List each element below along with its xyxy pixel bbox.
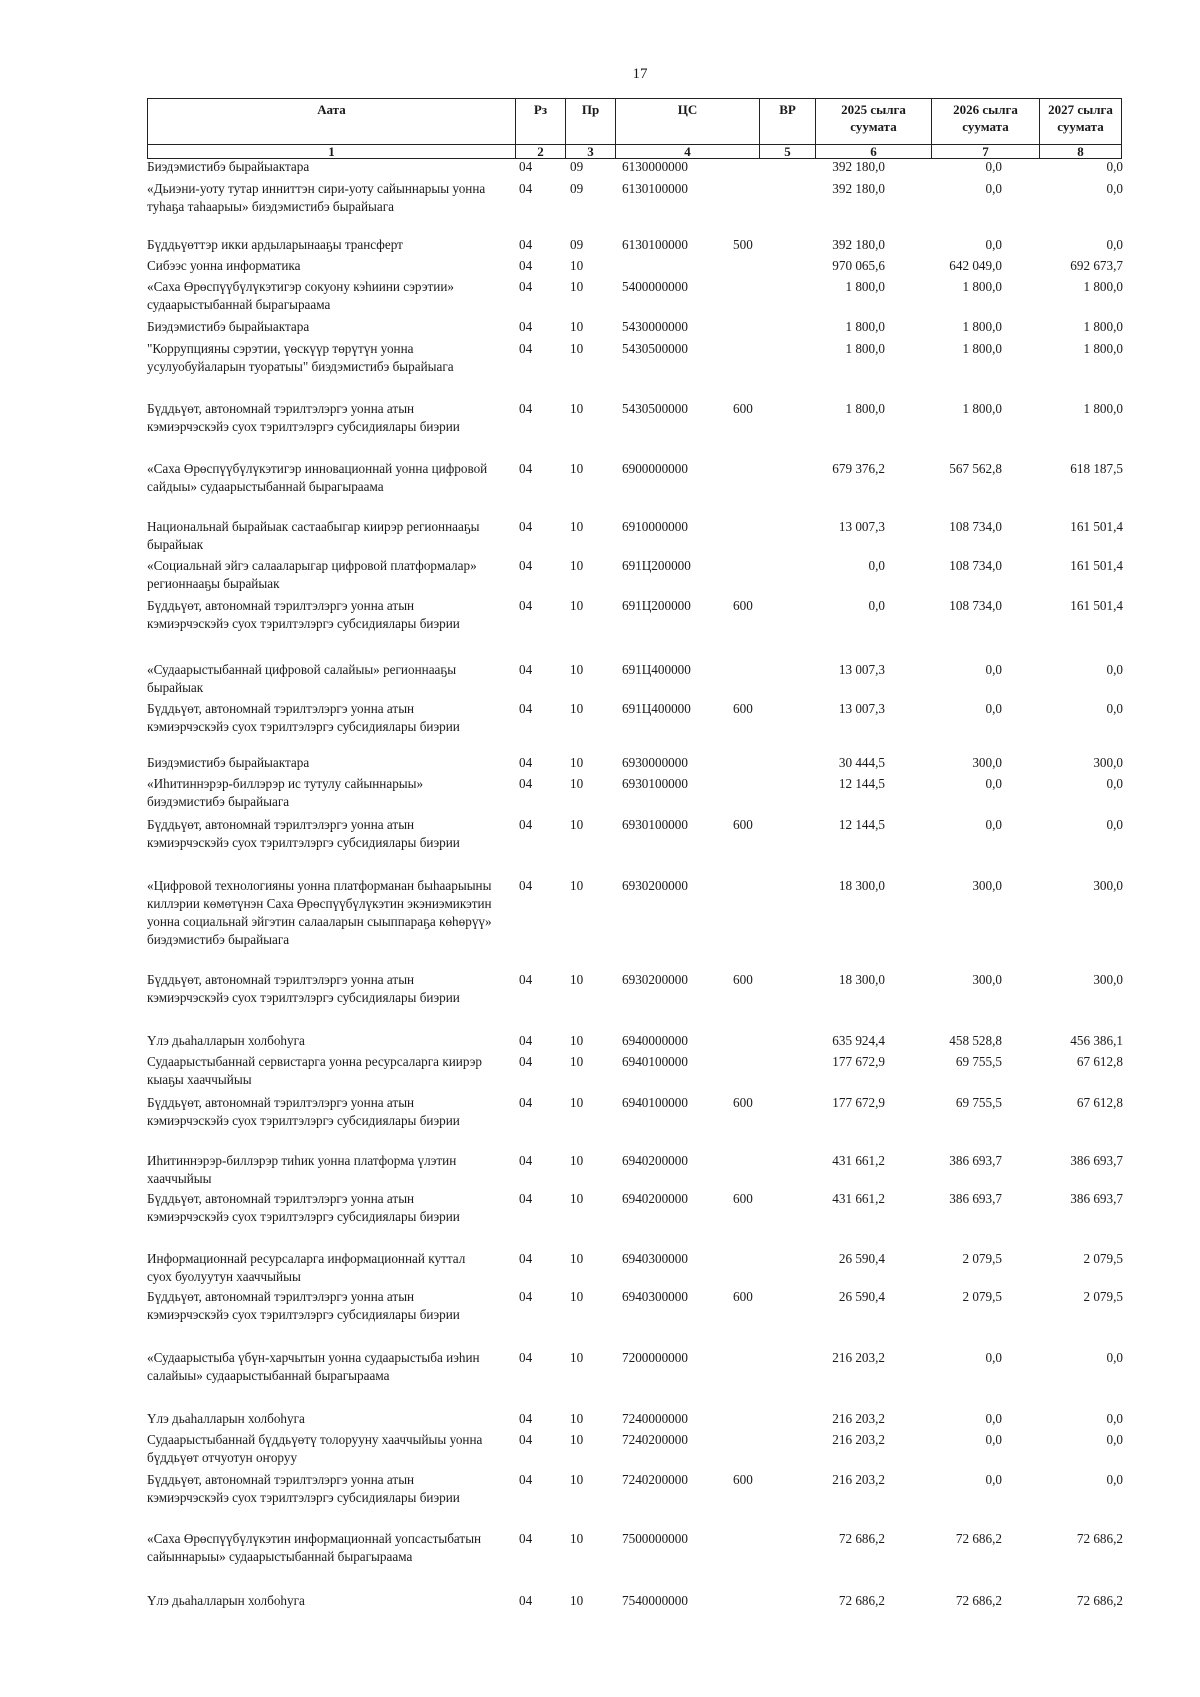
row-cs: 6940300000 xyxy=(622,1251,688,1266)
row-pr: 10 xyxy=(570,662,584,677)
row-pr: 10 xyxy=(570,755,584,770)
row-value-2026: 642 049,0 xyxy=(949,258,1002,273)
row-rz: 04 xyxy=(519,159,533,174)
row-value-2025: 72 686,2 xyxy=(838,1531,885,1546)
row-name: Биэдэмистибэ бырайыактара xyxy=(147,159,310,174)
row-value-2026: 458 528,8 xyxy=(949,1033,1002,1048)
row-name: Бүддьүөт, автономнай тэрилтэлэргэ уонна атын кэмиэрчэскэйэ суох тэрилтэлэргэ субсидиялары биэрии xyxy=(147,817,460,850)
header-number: 7 xyxy=(932,145,1040,159)
header-number: 2 xyxy=(516,145,566,159)
row-name: «Судаарыстыба үбүн-харчытын уонна судаарыстыба иэһин салайыы» судаарыстыбаннай бырагыраама xyxy=(147,1350,480,1383)
row-value-2025: 216 203,2 xyxy=(832,1432,885,1447)
row-rz: 04 xyxy=(519,1251,533,1266)
row-value-2025: 392 180,0 xyxy=(832,237,885,252)
row-value-2026: 0,0 xyxy=(985,776,1002,791)
row-value-2027: 0,0 xyxy=(1106,181,1123,196)
row-pr: 10 xyxy=(570,1095,584,1110)
row-pr: 09 xyxy=(570,159,584,174)
row-pr: 10 xyxy=(570,401,584,416)
row-rz: 04 xyxy=(519,237,533,252)
row-rz: 04 xyxy=(519,1531,533,1546)
row-cs: 6940100000 xyxy=(622,1095,688,1110)
row-rz: 04 xyxy=(519,972,533,987)
row-cs: 6910000000 xyxy=(622,519,688,534)
row-pr: 10 xyxy=(570,701,584,716)
row-value-2025: 1 800,0 xyxy=(845,401,885,416)
row-name: Бүддьүөттэр икки ардыларынааҕы трансферт xyxy=(147,237,403,252)
row-name: «Саха Өрөспүүбүлүкэтигэр инновационнай уонна цифровой сайдыы» судаарыстыбаннай бырагыраама xyxy=(147,461,488,494)
row-pr: 10 xyxy=(570,279,584,294)
row-value-2025: 26 590,4 xyxy=(838,1251,885,1266)
row-value-2027: 1 800,0 xyxy=(1083,341,1123,356)
row-rz: 04 xyxy=(519,401,533,416)
row-vr: 600 xyxy=(733,598,753,613)
header-2027: 2027 сылга суумата xyxy=(1040,99,1122,145)
row-pr: 10 xyxy=(570,878,584,893)
row-value-2026: 567 562,8 xyxy=(949,461,1002,476)
row-name: Информационнай ресурсаларга информационнай куттал суох буолуутун хааччыйыы xyxy=(147,1251,466,1284)
row-cs: 6930100000 xyxy=(622,817,688,832)
row-value-2025: 30 444,5 xyxy=(838,755,885,770)
row-rz: 04 xyxy=(519,598,533,613)
header-vr: ВР xyxy=(760,99,816,145)
row-value-2027: 386 693,7 xyxy=(1070,1191,1123,1206)
row-value-2026: 69 755,5 xyxy=(955,1054,1002,1069)
row-name: Бүддьүөт, автономнай тэрилтэлэргэ уонна атын кэмиэрчэскэйэ суох тэрилтэлэргэ субсидиялары биэрии xyxy=(147,1472,460,1505)
row-name: Бүддьүөт, автономнай тэрилтэлэргэ уонна атын кэмиэрчэскэйэ суох тэрилтэлэргэ субсидиялары биэрии xyxy=(147,1191,460,1224)
row-pr: 10 xyxy=(570,1411,584,1426)
row-rz: 04 xyxy=(519,1432,533,1447)
row-rz: 04 xyxy=(519,1191,533,1206)
row-cs: 6130000000 xyxy=(622,159,688,174)
row-rz: 04 xyxy=(519,755,533,770)
header-2026: 2026 сылга суумата xyxy=(932,99,1040,145)
row-value-2027: 67 612,8 xyxy=(1076,1095,1123,1110)
row-value-2027: 0,0 xyxy=(1106,701,1123,716)
row-value-2025: 216 203,2 xyxy=(832,1472,885,1487)
header-number: 5 xyxy=(760,145,816,159)
row-rz: 04 xyxy=(519,558,533,573)
row-value-2026: 108 734,0 xyxy=(949,598,1002,613)
row-value-2027: 72 686,2 xyxy=(1076,1593,1123,1608)
row-name: Биэдэмистибэ бырайыактара xyxy=(147,319,310,334)
row-value-2027: 1 800,0 xyxy=(1083,279,1123,294)
row-value-2025: 1 800,0 xyxy=(845,279,885,294)
row-cs: 691Ц400000 xyxy=(622,662,691,677)
row-rz: 04 xyxy=(519,1033,533,1048)
header-number: 8 xyxy=(1040,145,1122,159)
row-value-2025: 431 661,2 xyxy=(832,1191,885,1206)
row-rz: 04 xyxy=(519,878,533,893)
row-value-2025: 392 180,0 xyxy=(832,181,885,196)
row-value-2025: 26 590,4 xyxy=(838,1289,885,1304)
row-value-2027: 300,0 xyxy=(1093,755,1123,770)
row-vr: 600 xyxy=(733,1472,753,1487)
row-cs: 7240000000 xyxy=(622,1411,688,1426)
row-rz: 04 xyxy=(519,1593,533,1608)
row-value-2027: 161 501,4 xyxy=(1070,598,1123,613)
row-rz: 04 xyxy=(519,519,533,534)
row-vr: 600 xyxy=(733,701,753,716)
row-cs: 5400000000 xyxy=(622,279,688,294)
row-value-2026: 0,0 xyxy=(985,701,1002,716)
header-number: 3 xyxy=(566,145,616,159)
row-pr: 10 xyxy=(570,817,584,832)
row-cs: 6930200000 xyxy=(622,972,688,987)
header-aata: Аата xyxy=(148,99,516,145)
row-pr: 10 xyxy=(570,1153,584,1168)
row-rz: 04 xyxy=(519,817,533,832)
row-rz: 04 xyxy=(519,181,533,196)
row-name: «Цифровой технологияны уонна платформанан быһаарыыны киллэрии көмөтүнэн Саха Өрөспүүбүлүкэтин экэниэмикэтин уонна социальнай эйгэтин салааларын сыыппараҕа көһөрүү» биэдэмистибэ бырайыага xyxy=(147,878,492,947)
row-name: Үлэ дьаһалларын холбоһуга xyxy=(147,1033,305,1048)
row-name: Бүддьүөт, автономнай тэрилтэлэргэ уонна атын кэмиэрчэскэйэ суох тэрилтэлэргэ субсидиялары биэрии xyxy=(147,401,460,434)
row-cs: 6940200000 xyxy=(622,1191,688,1206)
page-number: 17 xyxy=(632,66,648,82)
row-value-2027: 0,0 xyxy=(1106,776,1123,791)
row-name: Үлэ дьаһалларын холбоһуга xyxy=(147,1593,305,1608)
row-value-2025: 13 007,3 xyxy=(838,662,885,677)
row-cs: 7500000000 xyxy=(622,1531,688,1546)
row-value-2026: 0,0 xyxy=(985,817,1002,832)
row-rz: 04 xyxy=(519,1153,533,1168)
row-pr: 10 xyxy=(570,1191,584,1206)
row-value-2026: 1 800,0 xyxy=(962,279,1002,294)
row-value-2025: 0,0 xyxy=(868,558,885,573)
row-cs: 691Ц400000 xyxy=(622,701,691,716)
row-name: Бүддьүөт, автономнай тэрилтэлэргэ уонна атын кэмиэрчэскэйэ суох тэрилтэлэргэ субсидиялары биэрии xyxy=(147,972,460,1005)
row-value-2025: 72 686,2 xyxy=(838,1593,885,1608)
row-name: «Саха Өрөспүүбүлүкэтин информационнай уопсастыбатын сайыннарыы» судаарыстыбаннай бырагыраама xyxy=(147,1531,482,1564)
row-name: Судаарыстыбаннай бүддьүөтү толорууну хааччыйыы уонна бүддьүөт отчуотун оҥоруу xyxy=(147,1432,483,1465)
row-value-2026: 0,0 xyxy=(985,1411,1002,1426)
row-value-2026: 300,0 xyxy=(972,878,1002,893)
row-name: «Судаарыстыбаннай цифровой салайыы» регионнааҕы бырайыак xyxy=(147,662,457,695)
row-rz: 04 xyxy=(519,662,533,677)
row-cs: 691Ц200000 xyxy=(622,598,691,613)
row-value-2025: 970 065,6 xyxy=(832,258,885,273)
row-value-2026: 0,0 xyxy=(985,1350,1002,1365)
row-vr: 600 xyxy=(733,401,753,416)
row-pr: 10 xyxy=(570,598,584,613)
row-value-2027: 0,0 xyxy=(1106,662,1123,677)
row-pr: 09 xyxy=(570,181,584,196)
row-value-2027: 0,0 xyxy=(1106,1432,1123,1447)
row-cs: 7240200000 xyxy=(622,1432,688,1447)
row-value-2026: 1 800,0 xyxy=(962,401,1002,416)
row-value-2026: 72 686,2 xyxy=(955,1531,1002,1546)
row-name: Үлэ дьаһалларын холбоһуга xyxy=(147,1411,305,1426)
row-pr: 10 xyxy=(570,1251,584,1266)
row-value-2025: 635 924,4 xyxy=(832,1033,885,1048)
row-value-2025: 18 300,0 xyxy=(838,878,885,893)
row-value-2027: 72 686,2 xyxy=(1076,1531,1123,1546)
row-vr: 600 xyxy=(733,1289,753,1304)
row-rz: 04 xyxy=(519,1289,533,1304)
row-name: Бүддьүөт, автономнай тэрилтэлэргэ уонна атын кэмиэрчэскэйэ суох тэрилтэлэргэ субсидиялары биэрии xyxy=(147,598,460,631)
row-name: Национальнай бырайыак састаабыгар киирэр регионнааҕы бырайыак xyxy=(147,519,480,552)
row-value-2027: 0,0 xyxy=(1106,1472,1123,1487)
header-number: 1 xyxy=(148,145,516,159)
row-pr: 10 xyxy=(570,776,584,791)
row-value-2026: 0,0 xyxy=(985,662,1002,677)
row-pr: 10 xyxy=(570,1472,584,1487)
row-cs: 6930100000 xyxy=(622,776,688,791)
row-value-2027: 456 386,1 xyxy=(1070,1033,1123,1048)
row-value-2026: 0,0 xyxy=(985,159,1002,174)
row-value-2025: 679 376,2 xyxy=(832,461,885,476)
row-value-2027: 2 079,5 xyxy=(1083,1289,1123,1304)
row-name: Бүддьүөт, автономнай тэрилтэлэргэ уонна атын кэмиэрчэскэйэ суох тэрилтэлэргэ субсидиялары биэрии xyxy=(147,1289,460,1322)
row-name: «Социальнай эйгэ салааларыгар цифровой платформалар» регионнааҕы бырайыак xyxy=(147,558,477,591)
row-value-2025: 216 203,2 xyxy=(832,1411,885,1426)
row-rz: 04 xyxy=(519,258,533,273)
row-pr: 10 xyxy=(570,1054,584,1069)
row-cs: 691Ц200000 xyxy=(622,558,691,573)
row-cs: 6940300000 xyxy=(622,1289,688,1304)
header-number: 6 xyxy=(816,145,932,159)
row-value-2027: 161 501,4 xyxy=(1070,519,1123,534)
row-pr: 10 xyxy=(570,1033,584,1048)
row-vr: 500 xyxy=(733,237,753,252)
row-value-2027: 161 501,4 xyxy=(1070,558,1123,573)
row-value-2025: 431 661,2 xyxy=(832,1153,885,1168)
row-name: Бүддьүөт, автономнай тэрилтэлэргэ уонна атын кэмиэрчэскэйэ суох тэрилтэлэргэ субсидиялары биэрии xyxy=(147,1095,460,1128)
row-rz: 04 xyxy=(519,701,533,716)
row-value-2026: 72 686,2 xyxy=(955,1593,1002,1608)
row-rz: 04 xyxy=(519,1350,533,1365)
row-pr: 10 xyxy=(570,258,584,273)
row-cs: 6940100000 xyxy=(622,1054,688,1069)
row-name: "Коррупцияны сэрэтии, үөскүүр төрүтүн уонна усулуобуйаларын туоратыы" биэдэмистибэ бырайыага xyxy=(147,341,454,374)
row-value-2025: 18 300,0 xyxy=(838,972,885,987)
row-rz: 04 xyxy=(519,1095,533,1110)
header-2025: 2025 сылга суумата xyxy=(816,99,932,145)
row-pr: 10 xyxy=(570,319,584,334)
row-value-2027: 618 187,5 xyxy=(1070,461,1123,476)
row-value-2027: 0,0 xyxy=(1106,159,1123,174)
row-value-2027: 300,0 xyxy=(1093,972,1123,987)
row-cs: 7540000000 xyxy=(622,1593,688,1608)
header-number: 4 xyxy=(616,145,760,159)
row-value-2027: 0,0 xyxy=(1106,1350,1123,1365)
row-value-2027: 2 079,5 xyxy=(1083,1251,1123,1266)
row-rz: 04 xyxy=(519,1472,533,1487)
row-value-2027: 67 612,8 xyxy=(1076,1054,1123,1069)
row-cs: 5430500000 xyxy=(622,401,688,416)
row-value-2026: 300,0 xyxy=(972,755,1002,770)
row-cs: 6930200000 xyxy=(622,878,688,893)
row-value-2025: 216 203,2 xyxy=(832,1350,885,1365)
row-vr: 600 xyxy=(733,817,753,832)
row-value-2027: 0,0 xyxy=(1106,1411,1123,1426)
row-value-2027: 0,0 xyxy=(1106,237,1123,252)
row-name: «Иһитиннэрэр-биллэрэр ис тутулу сайыннарыы» биэдэмистибэ бырайыага xyxy=(147,776,424,809)
row-rz: 04 xyxy=(519,776,533,791)
row-value-2026: 386 693,7 xyxy=(949,1153,1002,1168)
row-vr: 600 xyxy=(733,972,753,987)
row-name: Сибээс уонна информатика xyxy=(147,258,301,273)
row-pr: 10 xyxy=(570,558,584,573)
row-value-2026: 0,0 xyxy=(985,181,1002,196)
row-value-2025: 13 007,3 xyxy=(838,701,885,716)
row-pr: 10 xyxy=(570,1289,584,1304)
row-name: Биэдэмистибэ бырайыактара xyxy=(147,755,310,770)
row-value-2025: 12 144,5 xyxy=(838,817,885,832)
row-rz: 04 xyxy=(519,1411,533,1426)
row-value-2027: 0,0 xyxy=(1106,817,1123,832)
row-value-2026: 69 755,5 xyxy=(955,1095,1002,1110)
row-pr: 10 xyxy=(570,1593,584,1608)
row-value-2026: 0,0 xyxy=(985,237,1002,252)
row-value-2027: 1 800,0 xyxy=(1083,319,1123,334)
row-rz: 04 xyxy=(519,279,533,294)
row-rz: 04 xyxy=(519,461,533,476)
row-cs: 6130100000 xyxy=(622,237,688,252)
row-rz: 04 xyxy=(519,1054,533,1069)
row-value-2025: 0,0 xyxy=(868,598,885,613)
row-rz: 04 xyxy=(519,319,533,334)
row-name: Бүддьүөт, автономнай тэрилтэлэргэ уонна атын кэмиэрчэскэйэ суох тэрилтэлэргэ субсидиялары биэрии xyxy=(147,701,460,734)
row-value-2026: 1 800,0 xyxy=(962,319,1002,334)
row-cs: 6940200000 xyxy=(622,1153,688,1168)
row-value-2026: 2 079,5 xyxy=(962,1289,1002,1304)
row-value-2025: 177 672,9 xyxy=(832,1054,885,1069)
row-pr: 10 xyxy=(570,972,584,987)
row-cs: 7240200000 xyxy=(622,1472,688,1487)
header-rz: Рз xyxy=(516,99,566,145)
row-value-2025: 1 800,0 xyxy=(845,319,885,334)
row-value-2026: 0,0 xyxy=(985,1432,1002,1447)
row-value-2027: 692 673,7 xyxy=(1070,258,1123,273)
row-value-2026: 2 079,5 xyxy=(962,1251,1002,1266)
row-pr: 10 xyxy=(570,519,584,534)
row-pr: 10 xyxy=(570,341,584,356)
row-value-2026: 1 800,0 xyxy=(962,341,1002,356)
row-vr: 600 xyxy=(733,1191,753,1206)
row-value-2025: 1 800,0 xyxy=(845,341,885,356)
row-value-2026: 300,0 xyxy=(972,972,1002,987)
row-name: «Дьиэни-уоту тутар инниттэн сири-уоту сайыннарыы уонна туһаҕа таһаарыы» биэдэмистибэ бырайыага xyxy=(147,181,486,214)
row-pr: 10 xyxy=(570,1531,584,1546)
row-pr: 10 xyxy=(570,461,584,476)
row-value-2026: 0,0 xyxy=(985,1472,1002,1487)
row-cs: 7200000000 xyxy=(622,1350,688,1365)
row-rz: 04 xyxy=(519,341,533,356)
header-cs: ЦС xyxy=(616,99,760,145)
row-value-2027: 1 800,0 xyxy=(1083,401,1123,416)
row-pr: 10 xyxy=(570,1432,584,1447)
row-value-2027: 300,0 xyxy=(1093,878,1123,893)
row-cs: 6130100000 xyxy=(622,181,688,196)
row-value-2026: 108 734,0 xyxy=(949,519,1002,534)
row-cs: 6940000000 xyxy=(622,1033,688,1048)
row-value-2025: 13 007,3 xyxy=(838,519,885,534)
row-name: «Саха Өрөспүүбүлүкэтигэр сокуону кэһиини сэрэтии» судаарыстыбаннай бырагыраама xyxy=(147,279,454,312)
row-cs: 5430000000 xyxy=(622,319,688,334)
header-pr: Пр xyxy=(566,99,616,145)
row-value-2026: 386 693,7 xyxy=(949,1191,1002,1206)
row-value-2025: 12 144,5 xyxy=(838,776,885,791)
row-cs: 5430500000 xyxy=(622,341,688,356)
row-pr: 09 xyxy=(570,237,584,252)
row-cs: 6900000000 xyxy=(622,461,688,476)
row-pr: 10 xyxy=(570,1350,584,1365)
row-value-2027: 386 693,7 xyxy=(1070,1153,1123,1168)
row-value-2026: 108 734,0 xyxy=(949,558,1002,573)
row-value-2025: 177 672,9 xyxy=(832,1095,885,1110)
row-name: Судаарыстыбаннай сервистарга уонна ресурсаларга киирэр кыаҕы хааччыйыы xyxy=(147,1054,483,1087)
row-value-2025: 392 180,0 xyxy=(832,159,885,174)
row-vr: 600 xyxy=(733,1095,753,1110)
row-cs: 6930000000 xyxy=(622,755,688,770)
row-name: Иһитиннэрэр-биллэрэр тиһик уонна платформа үлэтин хааччыйыы xyxy=(147,1153,457,1186)
